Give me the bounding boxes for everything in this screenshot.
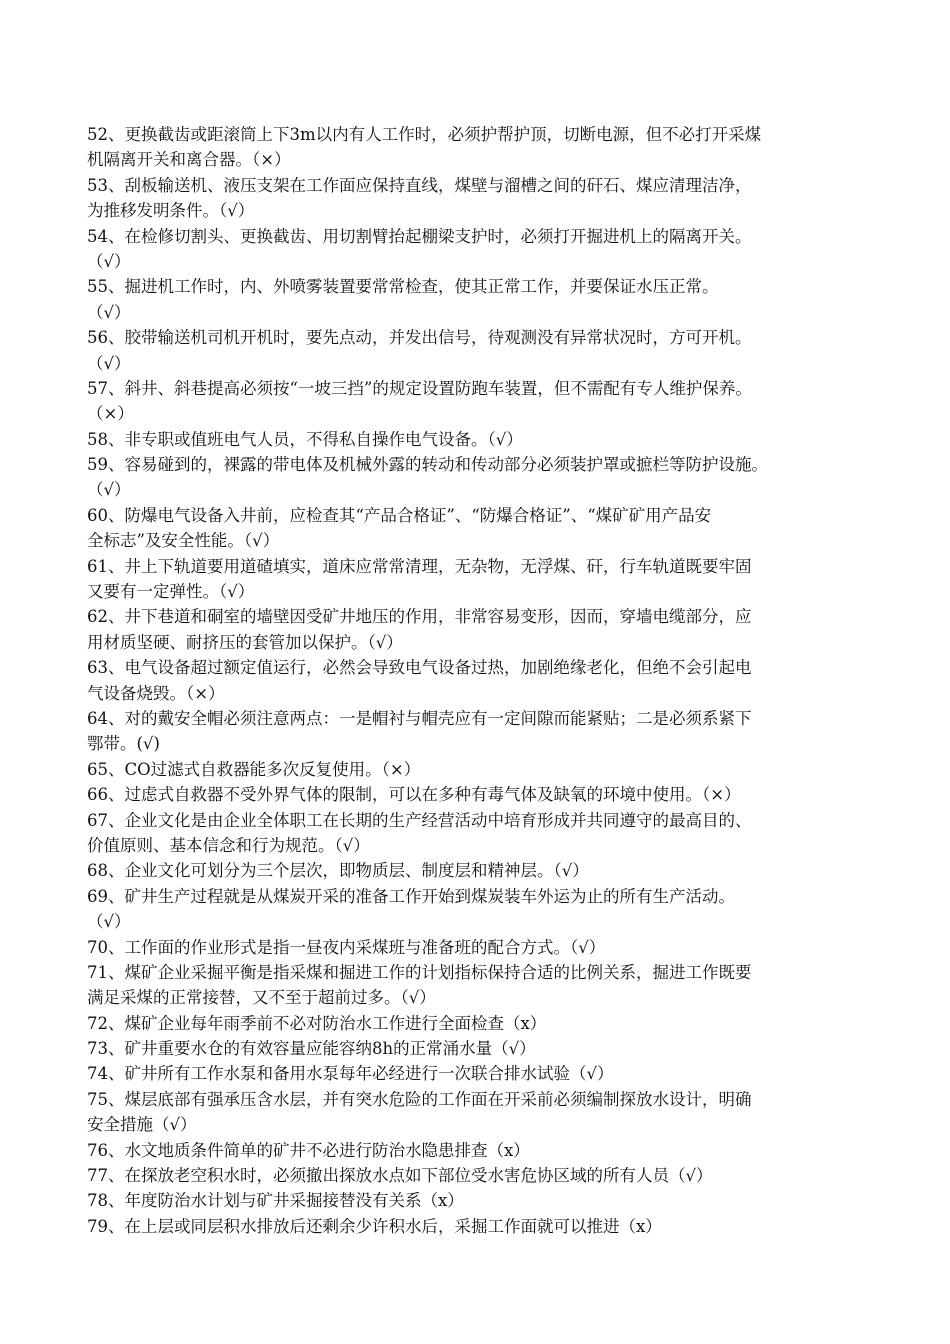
text-line: 用材质坚硬、耐挤压的套管加以保护。（√）: [87, 632, 403, 652]
text-line: 57、斜井、斜巷提高必须按“一坡三挡”的规定设置防跑车装置，但不需配有专人维护保养。: [87, 378, 752, 398]
text-line: （√）: [87, 251, 131, 271]
text-line: 77、在探放老空积水时，必须撤出探放水点如下部位受水害危协区域的所有人员（√）: [87, 1166, 713, 1186]
text-line: 价值原则、基本信念和行为规范。（√）: [87, 835, 370, 855]
text-line: 又要有一定弹性。（√）: [87, 582, 255, 602]
text-line: （√）: [87, 912, 131, 932]
text-line: 气设备烧毁。（×）: [87, 683, 225, 703]
text-line: 71、煤矿企业采掘平衡是指采煤和掘进工作的计划指标保持合适的比例关系，掘进工作既要: [87, 962, 752, 982]
text-line: 75、煤层底部有强承压含水层，并有突水危险的工作面在开采前必须编制探放水设计，明确: [87, 1089, 752, 1109]
text-line: 64、对的戴安全帽必须注意两点：一是帽衬与帽壳应有一定间隙而能紧贴；二是必须系紧下: [87, 708, 752, 728]
text-line: 60、防爆电气设备入井前，应检查其“产品合格证”、“防爆合格证”、“煤矿矿用产品安: [87, 505, 712, 525]
text-line: 74、矿井所有工作水泵和备用水泵每年必经进行一次联合排水试验（√）: [87, 1064, 614, 1084]
text-line: 全标志”及安全性能。（√）: [87, 531, 280, 551]
text-line: 满足采煤的正常接替，又不至于超前过多。（√）: [87, 988, 436, 1008]
text-line: 59、容易碰到的，裸露的带电体及机械外露的转动和传动部分必须装护罩或摭栏等防护设施。: [87, 455, 768, 475]
text-line: （×）: [87, 404, 134, 424]
text-line: 73、矿井重要水仓的有效容量应能容纳8h的正常涌水量（√）: [87, 1039, 536, 1059]
text-line: 66、过虑式自救器不受外界气体的限制，可以在多种有毒气体及缺氧的环境中使用。（×）: [87, 785, 741, 805]
text-line: 70、工作面的作业形式是指一昼夜内采煤班与准备班的配合方式。（√）: [87, 937, 606, 957]
text-line: 78、年度防治水计划与矿井采掘接替没有关系（x）: [87, 1191, 464, 1211]
text-line: 69、矿井生产过程就是从煤炭开采的准备工作开始到煤炭装车外运为止的所有生产活动。: [87, 886, 735, 906]
text-line: 76、水文地质条件简单的矿井不必进行防治水隐患排查（x）: [87, 1140, 530, 1160]
text-line: （√）: [87, 353, 131, 373]
text-line: （√）: [87, 480, 131, 500]
text-line: 62、井下巷道和硐室的墙壁因受矿井地压的作用，非常容易变形，因而，穿墙电缆部分，应: [87, 607, 752, 627]
text-line: 52、更换截齿或距滚筒上下3m以内有人工作时，必须护帮护顶，切断电源，但不必打开采煤: [87, 125, 762, 144]
text-line: 72、煤矿企业每年雨季前不必对防治水工作进行全面检查（x）: [87, 1013, 547, 1033]
text-line: 58、非专职或值班电气人员，不得私自操作电气设备。（√）: [87, 429, 523, 449]
text-line: 61、井上下轨道要用道碴填实，道床应常常清理，无杂物，无浮煤、矸，行车轨道既要牢固: [87, 556, 752, 576]
text-line: 68、企业文化可划分为三个层次，即物质层、制度层和精神层。（√）: [87, 861, 589, 881]
text-line: 67、企业文化是由企业全体职工在长期的生产经营活动中培育形成并共同遵守的最高目的、: [87, 810, 752, 830]
text-line: 65、CO过滤式自救器能多次反复使用。（×）: [87, 759, 421, 779]
text-line: 机隔离开关和离合器。（×）: [87, 150, 291, 170]
text-line: 63、电气设备超过额定值运行，必然会导致电气设备过热，加剧绝缘老化，但绝不会引起电: [87, 658, 752, 678]
question-list: [87, 122, 877, 1239]
text-line: 54、在检修切割头、更换截齿、用切割臂抬起棚梁支护时，必须打开掘进机上的隔离开关。: [87, 226, 752, 246]
text-line: 55、掘进机工作时，内、外喷雾装置要常常检查，使其正常工作，并要保证水压正常。: [87, 277, 719, 297]
text-line: 安全措施（√）: [87, 1115, 197, 1135]
text-line: 53、刮板输送机、液压支架在工作面应保持直线，煤壁与溜槽之间的矸石、煤应清理洁净，: [87, 175, 752, 195]
text-line: 79、在上层或同层积水排放后还剩余少许积水后，采掘工作面就可以推进（x）: [87, 1216, 662, 1236]
text-line: 鄂带。(√): [87, 734, 160, 754]
text-line: 为推移发明条件。（√）: [87, 201, 255, 221]
text-line: （√）: [87, 302, 131, 322]
text-line: 56、胶带输送机司机开机时，要先点动，并发出信号，待观测没有异常状况时，方可开机。: [87, 328, 752, 348]
